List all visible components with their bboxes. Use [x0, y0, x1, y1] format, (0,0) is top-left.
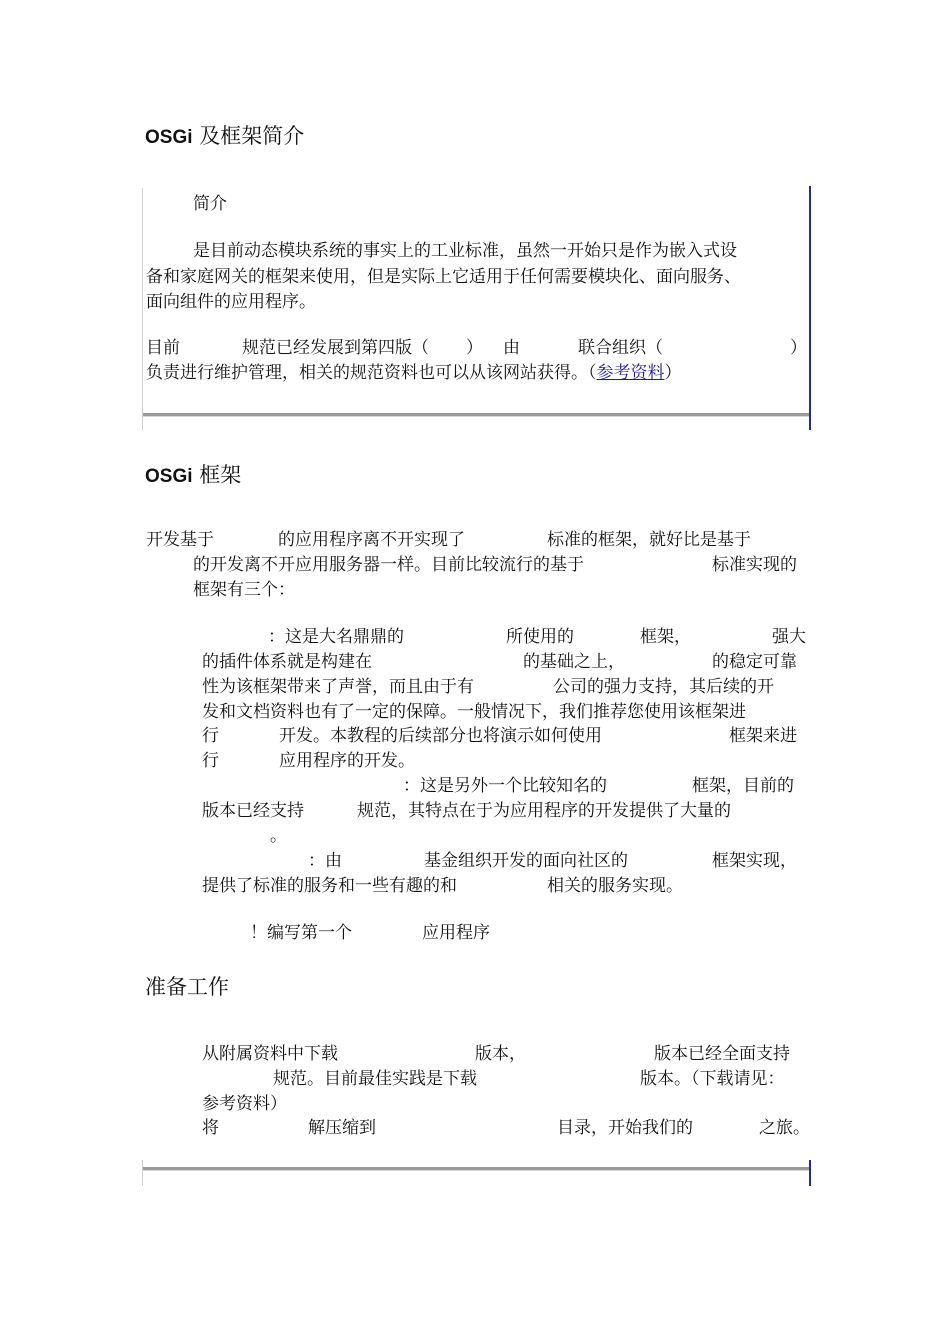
title-cn: 及框架简介: [199, 124, 305, 148]
item2-l3: 。: [270, 826, 287, 846]
bottom-box-right-border: [809, 1160, 811, 1186]
title-latin: OSGi: [145, 127, 193, 148]
section1-divider: [143, 413, 809, 417]
intro-p2-frag4: 由: [503, 338, 520, 358]
item1-l2c: 的稳定可靠: [712, 652, 797, 672]
item1-l1c: 框架，: [640, 627, 691, 647]
item2-l1b: 框架，目前的: [692, 776, 794, 796]
item1-l1a: ：这是大名鼎鼎的: [268, 627, 404, 647]
item1-l5a: 行: [202, 726, 219, 746]
intro-p2-frag1: 目前: [146, 338, 180, 358]
bottom-box-left-border: [142, 1160, 143, 1186]
framework-intro-l2a: 的开发离不开应用服务器一样。目前比较流行的基于: [193, 555, 584, 575]
prep-l2a: 规范。目前最佳实践是下载: [273, 1069, 477, 1089]
bottom-divider: [143, 1167, 809, 1171]
item1-l4: 发和文档资料也有了一定的保障。一般情况下，我们推荐您使用该框架进: [202, 702, 746, 722]
box-right-border: [809, 186, 811, 430]
item3-l2b: 相关的服务实现。: [547, 876, 683, 896]
intro-heading: 简介: [193, 194, 227, 214]
intro-p2-frag5: 联合组织（: [578, 338, 663, 358]
item1-l3b: 公司的强力支持，其后续的开: [553, 677, 774, 697]
hello-heading-a: ！编写第一个: [250, 923, 352, 943]
framework-intro-l1b: 的应用程序离不开实现了: [278, 530, 465, 550]
title-latin: OSGi: [145, 466, 193, 487]
item1-l6b: 应用程序的开发。: [279, 751, 415, 771]
framework-intro-l2b: 标准实现的: [712, 555, 797, 575]
framework-intro-l3: 框架有三个：: [193, 580, 295, 600]
intro-p2-line2: [146, 358, 682, 383]
item1-l1b: 所使用的: [506, 627, 574, 647]
prep-l3: 参考资料）: [202, 1094, 287, 1114]
item1-l3a: 性为该框架带来了声誉，而且由于有: [202, 677, 474, 697]
item3-l1b: 基金组织开发的面向社区的: [424, 851, 628, 871]
item3-l1c: 框架实现，: [712, 851, 797, 871]
item1-l5b: 开发。本教程的后续部分也将演示如何使用: [279, 726, 602, 746]
item1-l2a: 的插件体系就是构建在: [202, 652, 372, 672]
intro-p2-frag6: ）: [790, 338, 807, 358]
item2-l1a: ：这是另外一个比较知名的: [403, 776, 607, 796]
reference-link[interactable]: 参考资料: [596, 363, 665, 383]
intro-p2-frag2: 规范已经发展到第四版（: [242, 338, 429, 358]
prep-l2b: 版本。（下载请见：: [640, 1069, 785, 1089]
prep-l1b: 版本，: [475, 1044, 526, 1064]
item2-l2a: 版本已经支持: [202, 801, 304, 821]
item3-l1a: ：由: [308, 851, 342, 871]
intro-p1-line2: 备和家庭网关的框架来使用，但是实际上它适用于任何需要模块化、面向服务、: [146, 267, 741, 287]
line2-prefix: 负责进行维护管理，相关的规范资料也可以从该网站获得。（: [146, 363, 597, 383]
section-title-osgi-intro: [145, 120, 304, 150]
line2-suffix: ）: [664, 363, 682, 383]
section-title-osgi-framework: [145, 459, 241, 489]
section-title-preparation: 准备工作: [145, 975, 229, 999]
prep-l4d: 之旅。: [759, 1118, 810, 1138]
prep-l1a: 从附属资料中下载: [202, 1044, 338, 1064]
item2-l2b: 规范，其特点在于为应用程序的开发提供了大量的: [357, 801, 731, 821]
item1-l5c: 框架来进: [729, 726, 797, 746]
item1-l1d: 强大: [772, 627, 806, 647]
intro-p1-line1: 是目前动态模块系统的事实上的工业标准，虽然一开始只是作为嵌入式设: [193, 241, 737, 261]
prep-l4b: 解压缩到: [308, 1118, 376, 1138]
framework-intro-l1a: 开发基于: [146, 530, 214, 550]
prep-l4c: 目录，开始我们的: [557, 1118, 693, 1138]
intro-p1-line3: 面向组件的应用程序。: [146, 292, 316, 312]
box-left-border: [142, 188, 143, 430]
hello-heading-b: 应用程序: [422, 923, 490, 943]
prep-l1c: 版本已经全面支持: [654, 1044, 790, 1064]
prep-l4a: 将: [202, 1118, 219, 1138]
item1-l6a: 行: [202, 751, 219, 771]
item3-l2a: 提供了标准的服务和一些有趣的和: [202, 876, 457, 896]
item1-l2b: 的基础之上，: [523, 652, 625, 672]
title-cn: 框架: [199, 463, 242, 487]
framework-intro-l1c: 标准的框架，就好比是基于: [547, 530, 751, 550]
intro-p2-frag3: ）: [466, 338, 483, 358]
